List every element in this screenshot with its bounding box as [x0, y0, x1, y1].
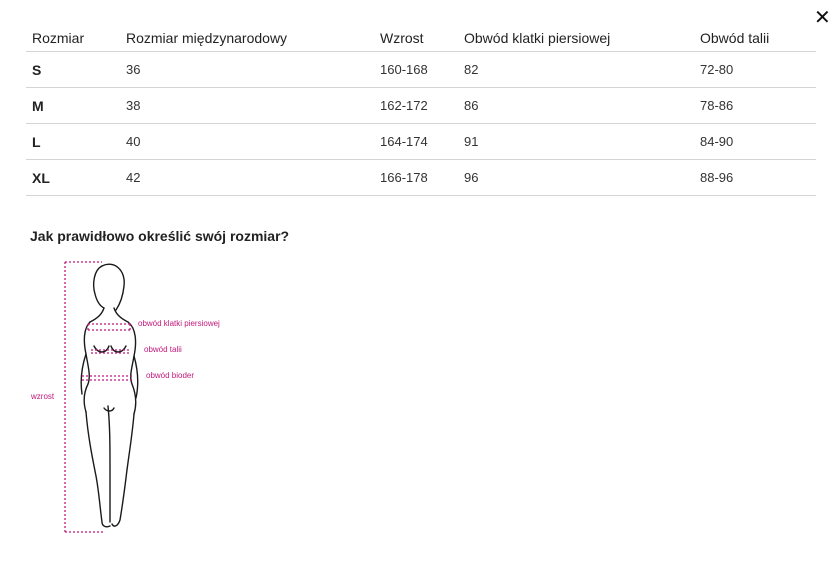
size-cell: L	[26, 124, 120, 160]
international-size-cell: 42	[120, 160, 374, 196]
measurement-guide-heading: Jak prawidłowo określić swój rozmiar?	[30, 228, 290, 244]
chest-label: obwód klatki piersiowej	[138, 319, 220, 328]
woman-silhouette	[81, 264, 138, 527]
waist-label: obwód talii	[144, 345, 182, 354]
international-size-cell: 38	[120, 88, 374, 124]
table-row	[26, 88, 816, 124]
column-header-waist: Obwód talii	[694, 24, 816, 52]
column-header-size: Rozmiar	[26, 24, 120, 52]
international-size-cell: 40	[120, 124, 374, 160]
chest-cell: 82	[458, 52, 694, 88]
waist-cell: 72-80	[694, 52, 816, 88]
chest-cell: 91	[458, 124, 694, 160]
chest-cell: 86	[458, 88, 694, 124]
table-header-row	[26, 24, 816, 52]
size-cell: M	[26, 88, 120, 124]
height-cell: 164-174	[374, 124, 458, 160]
table-row	[26, 52, 816, 88]
column-header-chest: Obwód klatki piersiowej	[458, 24, 694, 52]
height-cell: 160-168	[374, 52, 458, 88]
column-header-international-size: Rozmiar międzynarodowy	[120, 24, 374, 52]
column-header-height: Wzrost	[374, 24, 458, 52]
height-label: wzrost	[31, 392, 55, 401]
table-row	[26, 160, 816, 196]
body-figure-illustration	[28, 256, 258, 541]
measurement-diagram	[28, 256, 258, 541]
size-cell: XL	[26, 160, 120, 196]
hips-label: obwód bioder	[146, 371, 195, 380]
table-row	[26, 124, 816, 160]
height-cell: 166-178	[374, 160, 458, 196]
international-size-cell: 36	[120, 52, 374, 88]
chest-measure-line	[88, 324, 130, 330]
waist-cell: 78-86	[694, 88, 816, 124]
chest-cell: 96	[458, 160, 694, 196]
waist-cell: 88-96	[694, 160, 816, 196]
waist-cell: 84-90	[694, 124, 816, 160]
size-chart-table	[26, 24, 816, 196]
waist-measure-line	[91, 350, 130, 353]
close-icon[interactable]: ✕	[814, 7, 831, 29]
size-cell: S	[26, 52, 120, 88]
height-cell: 162-172	[374, 88, 458, 124]
